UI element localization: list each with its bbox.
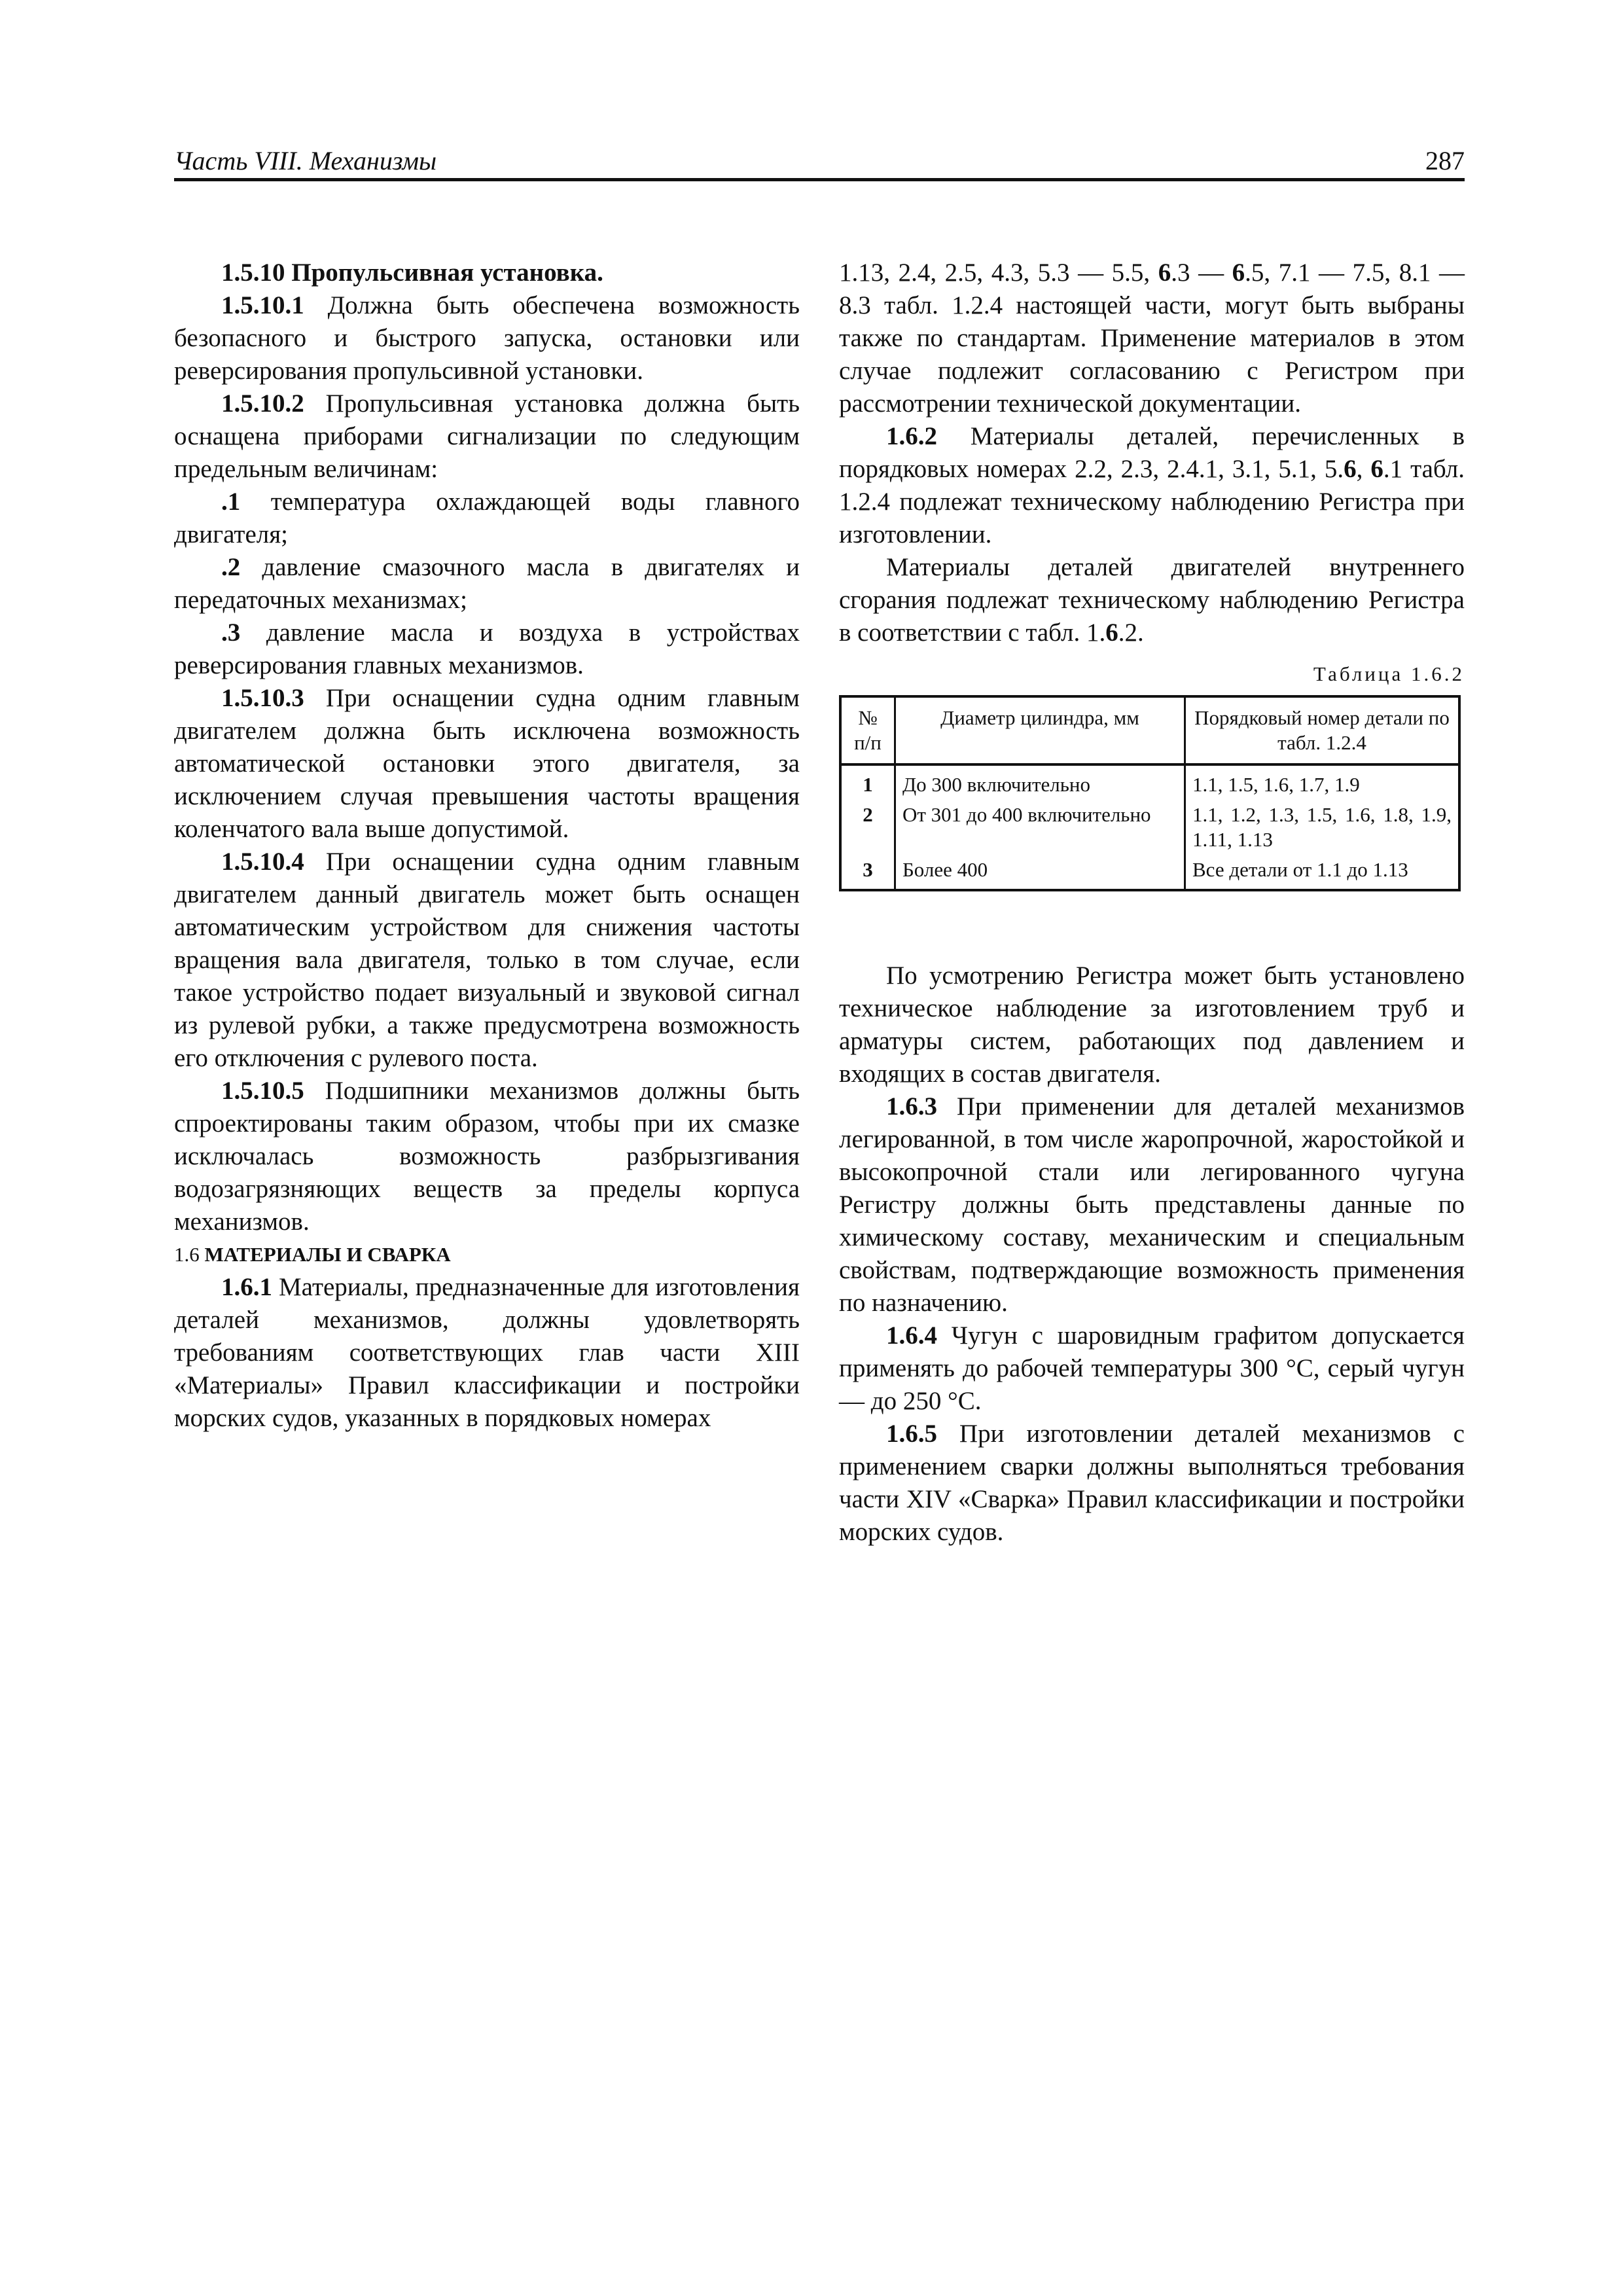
clause-text: Должна быть обеспечена возможность безопасного и быстрого запуска, остановки или реверсирования пропульсивной установки.: [174, 291, 800, 385]
cell-number: 1: [840, 764, 895, 800]
clause-number: 1.5.10.4: [221, 848, 304, 876]
clause-number: 1.5.10.3: [221, 684, 304, 712]
cell-parts: 1.1, 1.2, 1.3, 1.5, 1.6, 1.8, 1.9, 1.11, 1.13: [1185, 800, 1460, 855]
text-run: Материалы деталей, перечисленных в порядковых номерах 2.2, 2.3, 2.4.1, 3.1, 5.1, 5.: [839, 422, 1465, 483]
header-number: № п/п: [840, 696, 895, 764]
clause-text: При оснащении судна одним главным двигателем данный двигатель может быть оснащен автоматическим устройством для снижения частоты вращения вала двигателя, только в том случае, если такое устройство подает визуальный и звуковой сигнал из рулевой рубки, а также предусмотрена возможность его отключения с рулевого поста.: [174, 848, 800, 1072]
text-run: .3 —: [1171, 259, 1232, 287]
paragraph-1-5-10-4: [174, 846, 800, 1075]
heading-1-5-10: [174, 257, 800, 289]
paragraph-1-6-1-continued: [839, 257, 1465, 420]
table-row: [840, 800, 1459, 855]
text-run: Материалы деталей двигателей внутреннего сгорания подлежат техническому наблюдению Регистра в соответствии с табл. 1.: [839, 553, 1465, 647]
paragraph-engines: [839, 551, 1465, 649]
item-text: давление смазочного масла в двигателях и передаточных механизмах;: [174, 553, 800, 614]
list-item-1: [174, 486, 800, 551]
cell-diameter: До 300 включительно: [895, 764, 1185, 800]
table-caption: Таблица 1.6.2: [1313, 662, 1465, 685]
table-row: [840, 764, 1459, 800]
text-run: 1.13, 2.4, 2.5, 4.3, 5.3 — 5.5,: [839, 259, 1158, 287]
clause-number: 1.6.4: [886, 1321, 937, 1350]
header-part-number: Порядковый номер детали по табл. 1.2.4: [1185, 696, 1460, 764]
page-number: 287: [1425, 146, 1465, 175]
table-1-6-2: [839, 695, 1461, 891]
clause-text: При применении для деталей механизмов легированной, в том числе жаропрочной, жаростойкой и высокопрочной стали или легированного чугуна Регистру должны быть представлены данные по химическому составу, механическим и специальным свойствам, подтверждающие возможность применения по назначению.: [839, 1092, 1465, 1317]
paragraph-1-5-10-5: [174, 1075, 800, 1238]
clause-number: 1.6.3: [886, 1092, 937, 1121]
clause-text: Чугун с шаровидным графитом допускается применять до рабочей температуры 300 °С, серый чугун — до 250 °С.: [839, 1321, 1465, 1415]
cell-diameter: От 301 до 400 включительно: [895, 800, 1185, 855]
cell-parts: Все детали от 1.1 до 1.13: [1185, 855, 1460, 890]
left-column: [174, 257, 800, 1435]
clause-number: 1.5.10.5: [221, 1077, 304, 1105]
right-column: [839, 257, 1465, 1549]
paragraph-1-6-1: [174, 1271, 800, 1435]
clause-text: Пропульсивная установка должна быть оснащена приборами сигнализации по следующим предельным величинам:: [174, 389, 800, 483]
table-header-row: [840, 696, 1459, 764]
paragraph-1-5-10-1: [174, 289, 800, 387]
paragraph-1-5-10-2: [174, 387, 800, 486]
header-diameter: Диаметр цилиндра, мм: [895, 696, 1185, 764]
section-heading: [174, 1238, 800, 1271]
paragraph-1-5-10-3: [174, 682, 800, 846]
clause-number: 1.6.5: [886, 1420, 937, 1448]
bold-run: 6: [1105, 619, 1118, 647]
list-item-2: [174, 551, 800, 617]
clause-text: Материалы, предназначенные для изготовления деталей механизмов, должны удовлетворять требованиям соответствующих глав части XIII «Материалы» Правил классификации и постройки морских судов, указанных в порядковых номерах: [174, 1273, 800, 1432]
cell-diameter: Более 400: [895, 855, 1185, 890]
item-number: .1: [221, 488, 241, 516]
text-run: ,: [1356, 455, 1371, 483]
bold-run: 6: [1232, 259, 1245, 287]
text-run: .2.: [1118, 619, 1144, 647]
item-text: температура охлаждающей воды главного двигателя;: [174, 488, 800, 548]
paragraph-1-6-4: [839, 1319, 1465, 1418]
clause-number: 1.6.2: [886, 422, 937, 450]
paragraph-1-6-5: [839, 1418, 1465, 1549]
page-header: [174, 145, 1465, 179]
cell-number: 3: [840, 855, 895, 890]
clause-text: При изготовлении деталей механизмов с применением сварки должны выполняться требования части XIV «Сварка» Правил классификации и постройки морских судов.: [839, 1420, 1465, 1546]
list-item-3: [174, 617, 800, 682]
paragraph-1-6-3: [839, 1090, 1465, 1319]
clause-number: 1.6.1: [221, 1273, 272, 1301]
item-number: .2: [221, 553, 241, 581]
clause-text: Подшипники механизмов должны быть спроектированы таким образом, чтобы при их смазке исключалась возможность разбрызгивания водозагрязняющих веществ за пределы корпуса механизмов.: [174, 1077, 800, 1236]
paragraph-1-6-2: [839, 420, 1465, 551]
cell-parts: 1.1, 1.5, 1.6, 1.7, 1.9: [1185, 764, 1460, 800]
running-title: Часть VIII. Механизмы: [174, 146, 437, 175]
bold-run: 6: [1370, 455, 1383, 483]
clause-number: 1.5.10.2: [221, 389, 304, 418]
clause-text: При оснащении судна одним главным двигателем должна быть исключена возможность автоматической остановки этого двигателя, за исключением случая превышения частоты вращения коленчатого вала выше допустимой.: [174, 684, 800, 843]
section-number: 1.6: [174, 1243, 200, 1266]
text-run: .1 табл. 1.2.4 подлежат техническому наблюдению Регистра при изготовлении.: [839, 455, 1465, 548]
item-number: .3: [221, 619, 241, 647]
item-text: давление масла и воздуха в устройствах реверсирования главных механизмов.: [174, 619, 800, 679]
bold-run: 6: [1158, 259, 1171, 287]
text-run: .5, 7.1 — 7.5, 8.1 — 8.3 табл. 1.2.4 настоящей части, могут быть выбраны также по стандартам. Применение материалов в этом случае подлежит согласованию с Регистром при рассмотрении технической документации.: [839, 259, 1465, 418]
cell-number: 2: [840, 800, 895, 855]
paragraph-pipes: По усмотрению Регистра может быть установлено техническое наблюдение за изготовлением труб и арматуры систем, работающих под давлением и входящих в состав двигателя.: [839, 961, 1465, 1088]
heading-text: 1.5.10 Пропульсивная установка.: [221, 259, 603, 287]
bold-run: 6: [1344, 455, 1357, 483]
section-title: МАТЕРИАЛЫ И СВАРКА: [199, 1243, 451, 1266]
header-rule: [174, 178, 1465, 181]
clause-number: 1.5.10.1: [221, 291, 304, 319]
table-row: [840, 855, 1459, 890]
